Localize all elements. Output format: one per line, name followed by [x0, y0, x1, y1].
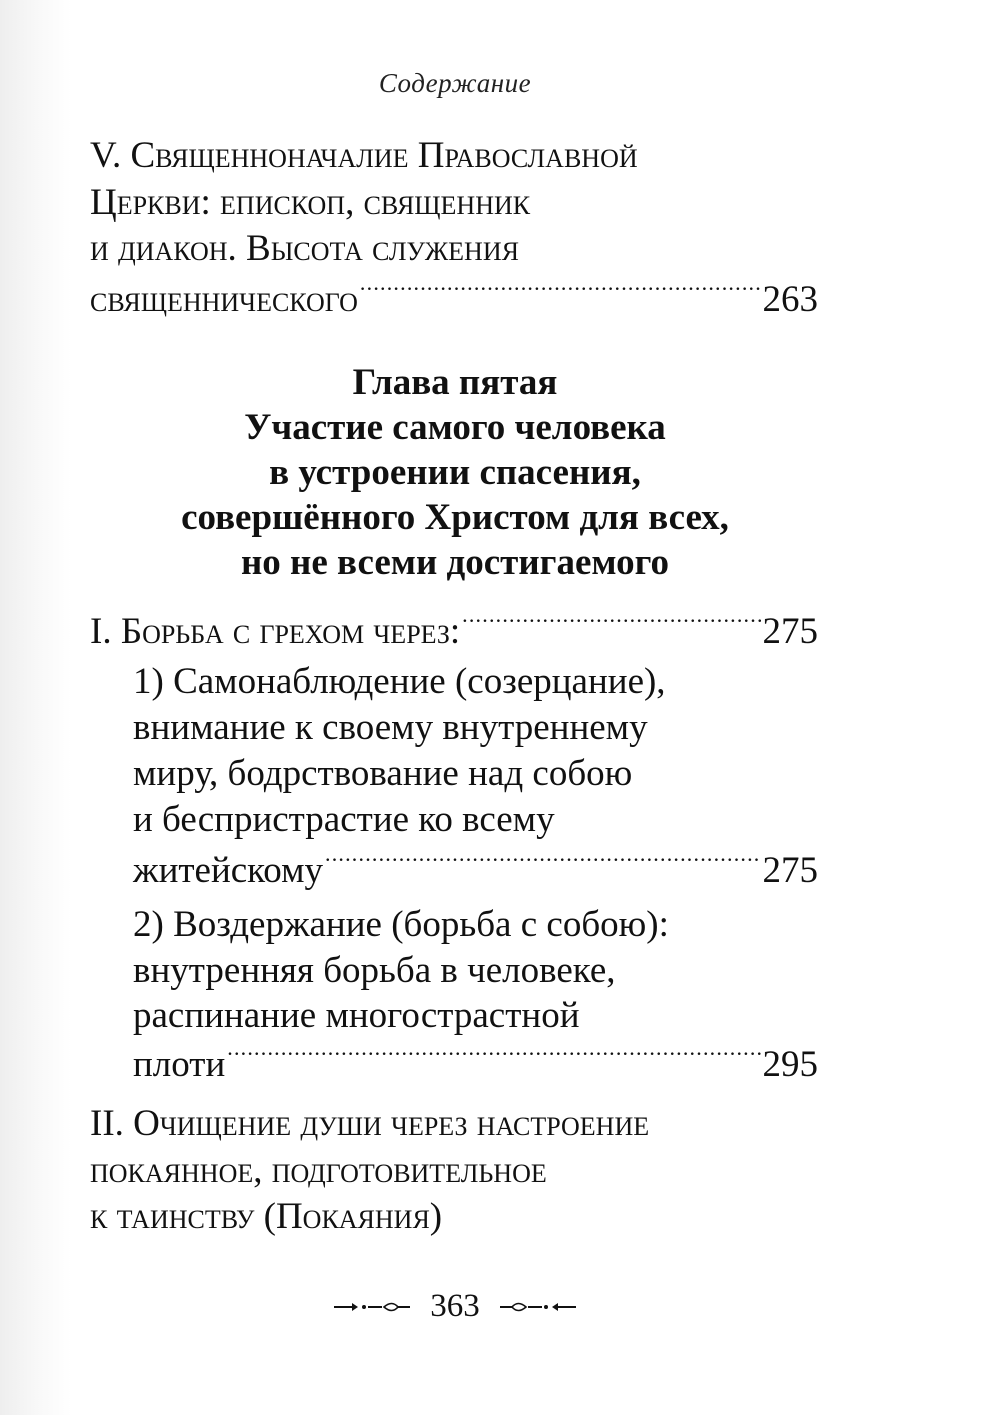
- dot-leader: [227, 1036, 760, 1076]
- toc-entry-item-1: [133, 842, 818, 893]
- item-2-line-1: 2) Воздержание (борьба с собою):: [133, 904, 669, 945]
- section-ii-line-1: II. Очищение души через настроение: [90, 1103, 650, 1144]
- item-1-line-4: и беспристрастие ко всему: [133, 799, 555, 840]
- section-ii-line-2: покаянное, подготовительное: [90, 1150, 547, 1191]
- section-v-line-1: V. Священноначалие Православной: [90, 135, 638, 176]
- section-v-line-2: Церкви: епископ, священник: [90, 182, 531, 223]
- dot-leader: [462, 603, 760, 643]
- page-number: 295: [762, 1044, 818, 1085]
- item-1-line-3: миру, бодрствование над собою: [133, 753, 633, 794]
- ornament-left-icon: [332, 1300, 412, 1314]
- page-number: 275: [762, 850, 818, 891]
- toc-entry-section-v: [90, 271, 818, 322]
- section-i-title: I. Борьба с грехом через:: [90, 611, 461, 652]
- chapter-title-line-3: совершённого Христом для всех,: [181, 497, 729, 538]
- toc-entry-item-2: [133, 1036, 818, 1087]
- dot-leader: [325, 842, 761, 882]
- item-2-line-3: распинание многострастной: [133, 995, 580, 1036]
- section-v-last-line: священнического: [90, 279, 358, 320]
- section-ii-line-3: к таинству (Покаяния): [90, 1196, 443, 1237]
- item-1-line-2: внимание к своему внутреннему: [133, 707, 648, 748]
- section-v-line-3: и диакон. Высота служения: [90, 228, 519, 269]
- item-1-last-line: житейскому: [133, 850, 323, 891]
- item-2-last-line: плоти: [133, 1044, 226, 1085]
- page-number: 263: [762, 279, 818, 320]
- chapter-title-line-4: но не всеми достигаемого: [240, 542, 669, 583]
- item-2-line-2: внутренняя борьба в человеке,: [133, 950, 616, 991]
- dot-leader: [360, 271, 761, 311]
- item-1-line-1: 1) Самонаблюдение (созерцание),: [133, 661, 666, 702]
- running-head: Содержание: [378, 68, 532, 98]
- page-number: 275: [762, 611, 818, 652]
- chapter-title-line-1: Участие самого человека: [244, 407, 666, 448]
- ornament-right-icon: [498, 1300, 578, 1314]
- chapter-title-line-2: в устроении спасения,: [269, 452, 641, 493]
- toc-entry-section-i: [90, 603, 818, 654]
- chapter-label: Глава пятая: [352, 362, 558, 403]
- folio: [0, 1288, 910, 1325]
- page-folio-number: 363: [430, 1288, 480, 1324]
